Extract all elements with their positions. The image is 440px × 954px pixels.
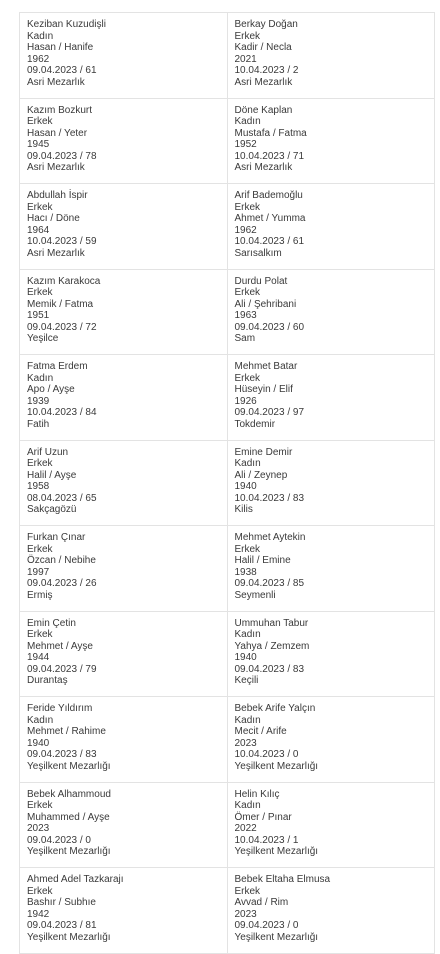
person-name: Bebek Eltaha Elmusa xyxy=(234,874,331,885)
person-birth-year: 2022 xyxy=(234,823,257,835)
person-parents: Ali / Zeynep xyxy=(234,469,288,481)
person-gender: Erkek xyxy=(234,372,261,384)
person-gender: Kadın xyxy=(27,372,54,384)
person-parents: Avvad / Rim xyxy=(234,897,289,909)
person-name: Arif Bademoğlu xyxy=(234,190,303,201)
person-death-info: 09.04.2023 / 83 xyxy=(234,663,305,675)
person-cemetery: Kilis xyxy=(234,504,253,516)
person-cemetery: Ermiş xyxy=(27,589,53,601)
person-birth-year: 1963 xyxy=(234,310,257,322)
table-row xyxy=(20,782,435,868)
person-death-info: 09.04.2023 / 0 xyxy=(234,920,299,932)
person-name: Furkan Çınar xyxy=(27,532,86,543)
record-cell xyxy=(227,611,435,697)
person-birth-year: 1962 xyxy=(234,224,257,236)
person-name: Döne Kaplan xyxy=(234,104,293,116)
person-parents: Hasan / Yeter xyxy=(27,127,88,139)
person-cemetery: Asri Mezarlık xyxy=(234,76,293,88)
person-parents: Apo / Ayşe xyxy=(27,384,75,396)
person-name: Emin Çetin xyxy=(27,617,76,629)
person-cemetery: Fatih xyxy=(27,418,50,430)
person-name: Mehmet Aytekin xyxy=(234,532,306,543)
person-birth-year: 1940 xyxy=(27,737,50,749)
person-cemetery: Durantaş xyxy=(27,675,68,687)
person-birth-year: 1939 xyxy=(27,395,50,407)
record-cell xyxy=(20,697,228,783)
table-row xyxy=(20,611,435,697)
record-cell xyxy=(20,868,228,954)
record-cell xyxy=(227,782,435,868)
person-birth-year: 1997 xyxy=(27,566,50,578)
person-death-info: 09.04.2023 / 61 xyxy=(27,65,97,77)
record-cell xyxy=(20,526,228,612)
person-death-info: 09.04.2023 / 83 xyxy=(27,749,97,761)
person-name: Feride Yıldırım xyxy=(27,703,93,714)
person-cemetery: Asri Mezarlık xyxy=(27,76,85,88)
person-birth-year: 1964 xyxy=(27,224,50,236)
table-row xyxy=(20,526,435,612)
person-cemetery: Yeşilkent Mezarlığı xyxy=(27,760,111,772)
person-gender: Erkek xyxy=(27,629,53,641)
person-cemetery: Yeşilce xyxy=(27,333,59,345)
person-gender: Kadın xyxy=(234,116,261,128)
person-gender: Kadın xyxy=(234,714,261,726)
record-cell xyxy=(227,269,435,355)
person-gender: Kadın xyxy=(234,458,261,470)
person-name: Arif Uzun xyxy=(27,446,69,458)
person-gender: Erkek xyxy=(234,30,261,42)
person-death-info: 10.04.2023 / 61 xyxy=(234,236,305,248)
person-birth-year: 1945 xyxy=(27,139,50,151)
person-gender: Erkek xyxy=(27,458,53,470)
record-cell xyxy=(227,13,435,99)
person-parents: Bashır / Subhıe xyxy=(27,897,96,909)
table-row xyxy=(20,269,435,355)
person-death-info: 10.04.2023 / 59 xyxy=(27,236,97,248)
person-gender: Erkek xyxy=(234,201,261,213)
person-death-info: 10.04.2023 / 0 xyxy=(234,749,299,761)
person-gender: Erkek xyxy=(27,116,53,128)
record-cell xyxy=(227,355,435,441)
person-gender: Erkek xyxy=(27,885,53,897)
person-death-info: 09.04.2023 / 97 xyxy=(234,407,305,419)
record-cell xyxy=(20,13,228,99)
table-row xyxy=(20,184,435,270)
person-cemetery: Seymenli xyxy=(234,589,276,601)
person-death-info: 09.04.2023 / 72 xyxy=(27,321,97,333)
person-parents: Muhammed / Ayşe xyxy=(27,811,110,823)
person-parents: Halil / Ayşe xyxy=(27,469,77,481)
person-gender: Kadın xyxy=(234,629,261,641)
person-name: Fatma Erdem xyxy=(27,361,88,372)
person-parents: Mecit / Arife xyxy=(234,726,287,738)
person-death-info: 10.04.2023 / 71 xyxy=(234,150,305,162)
record-cell xyxy=(20,611,228,697)
person-cemetery: Sarısalkım xyxy=(234,247,282,259)
records-table xyxy=(19,12,435,954)
person-name: Berkay Doğan xyxy=(234,19,298,30)
person-parents: Hacı / Döne xyxy=(27,213,80,225)
record-cell xyxy=(227,98,435,184)
person-name: Ummuhan Tabur xyxy=(234,617,309,629)
person-gender: Erkek xyxy=(234,885,261,897)
person-birth-year: 1958 xyxy=(27,481,50,493)
person-name: Abdullah İspir xyxy=(27,190,88,201)
table-row xyxy=(20,697,435,783)
person-parents: Hüseyin / Elif xyxy=(234,384,293,396)
person-birth-year: 1938 xyxy=(234,566,257,578)
table-row xyxy=(20,98,435,184)
person-death-info: 09.04.2023 / 0 xyxy=(27,834,91,846)
person-parents: Kadir / Necla xyxy=(234,42,292,54)
person-cemetery: Asri Mezarlık xyxy=(27,162,85,174)
person-name: Bebek Arife Yalçın xyxy=(234,703,316,714)
person-gender: Erkek xyxy=(27,543,53,555)
person-death-info: 10.04.2023 / 83 xyxy=(234,492,305,504)
person-name: Ahmed Adel Tazkarajı xyxy=(27,874,124,885)
person-cemetery: Keçili xyxy=(234,675,259,687)
person-parents: Hasan / Hanife xyxy=(27,42,94,54)
person-gender: Erkek xyxy=(27,287,53,299)
table-row xyxy=(20,868,435,954)
person-birth-year: 1952 xyxy=(234,139,257,151)
person-death-info: 10.04.2023 / 2 xyxy=(234,65,299,77)
person-name: Kazım Bozkurt xyxy=(27,104,93,116)
person-parents: Ali / Şehribani xyxy=(234,298,297,310)
person-birth-year: 1962 xyxy=(27,53,50,65)
record-cell xyxy=(20,184,228,270)
person-parents: Ömer / Pınar xyxy=(234,811,292,823)
person-cemetery: Yeşilkent Mezarlığı xyxy=(27,846,111,858)
person-parents: Yahya / Zemzem xyxy=(234,640,310,652)
person-death-info: 09.04.2023 / 26 xyxy=(27,578,97,590)
person-death-info: 09.04.2023 / 79 xyxy=(27,663,97,675)
person-parents: Memik / Fatma xyxy=(27,298,94,310)
person-birth-year: 2023 xyxy=(234,908,257,920)
person-parents: Mustafa / Fatma xyxy=(234,127,307,139)
person-birth-year: 2021 xyxy=(234,53,257,65)
record-cell xyxy=(227,184,435,270)
records-table-body xyxy=(20,13,435,954)
person-cemetery: Tokdemir xyxy=(234,418,276,430)
record-cell xyxy=(20,98,228,184)
record-cell xyxy=(227,526,435,612)
person-cemetery: Asri Mezarlık xyxy=(27,247,85,259)
person-death-info: 09.04.2023 / 60 xyxy=(234,321,305,333)
person-name: Mehmet Batar xyxy=(234,361,298,372)
record-cell xyxy=(20,269,228,355)
person-cemetery: Sakçagözü xyxy=(27,504,77,516)
person-birth-year: 1926 xyxy=(234,395,257,407)
person-parents: Mehmet / Rahime xyxy=(27,726,106,738)
person-gender: Kadın xyxy=(27,30,54,42)
person-death-info: 09.04.2023 / 81 xyxy=(27,920,97,932)
person-cemetery: Asri Mezarlık xyxy=(234,162,293,174)
record-cell xyxy=(227,697,435,783)
person-birth-year: 1944 xyxy=(27,652,50,664)
person-death-info: 09.04.2023 / 85 xyxy=(234,578,305,590)
person-cemetery: Yeşilkent Mezarlığı xyxy=(27,931,111,943)
person-name: Bebek Alhammoud xyxy=(27,788,111,800)
person-gender: Erkek xyxy=(234,287,261,299)
person-birth-year: 2023 xyxy=(27,823,50,835)
person-parents: Mehmet / Ayşe xyxy=(27,640,93,652)
person-name: Kazım Karakoca xyxy=(27,275,101,287)
person-parents: Özcan / Nebihe xyxy=(27,555,96,567)
table-row xyxy=(20,440,435,526)
person-name: Durdu Polat xyxy=(234,275,288,287)
person-death-info: 08.04.2023 / 65 xyxy=(27,492,97,504)
record-cell xyxy=(20,440,228,526)
person-death-info: 10.04.2023 / 84 xyxy=(27,407,97,419)
person-parents: Halil / Emine xyxy=(234,555,291,567)
person-death-info: 10.04.2023 / 1 xyxy=(234,834,299,846)
person-gender: Erkek xyxy=(27,201,53,213)
person-death-info: 09.04.2023 / 78 xyxy=(27,150,97,162)
person-cemetery: Sam xyxy=(234,333,256,345)
person-cemetery: Yeşilkent Mezarlığı xyxy=(234,846,319,858)
person-gender: Erkek xyxy=(234,543,261,555)
person-gender: Kadın xyxy=(234,800,261,812)
person-name: Helin Kılıç xyxy=(234,788,280,800)
person-cemetery: Yeşilkent Mezarlığı xyxy=(234,760,319,772)
person-gender: Kadın xyxy=(27,714,54,726)
person-gender: Erkek xyxy=(27,800,53,812)
person-birth-year: 1940 xyxy=(234,481,257,493)
record-cell xyxy=(20,782,228,868)
person-birth-year: 1942 xyxy=(27,908,50,920)
record-cell xyxy=(20,355,228,441)
person-parents: Ahmet / Yumma xyxy=(234,213,306,225)
person-cemetery: Yeşilkent Mezarlığı xyxy=(234,931,319,943)
person-name: Keziban Kuzudişli xyxy=(27,19,106,30)
record-cell xyxy=(227,440,435,526)
person-birth-year: 1940 xyxy=(234,652,257,664)
person-name: Emine Demir xyxy=(234,446,293,458)
person-birth-year: 2023 xyxy=(234,737,257,749)
record-cell xyxy=(227,868,435,954)
table-row xyxy=(20,355,435,441)
person-birth-year: 1951 xyxy=(27,310,50,322)
table-row xyxy=(20,13,435,99)
